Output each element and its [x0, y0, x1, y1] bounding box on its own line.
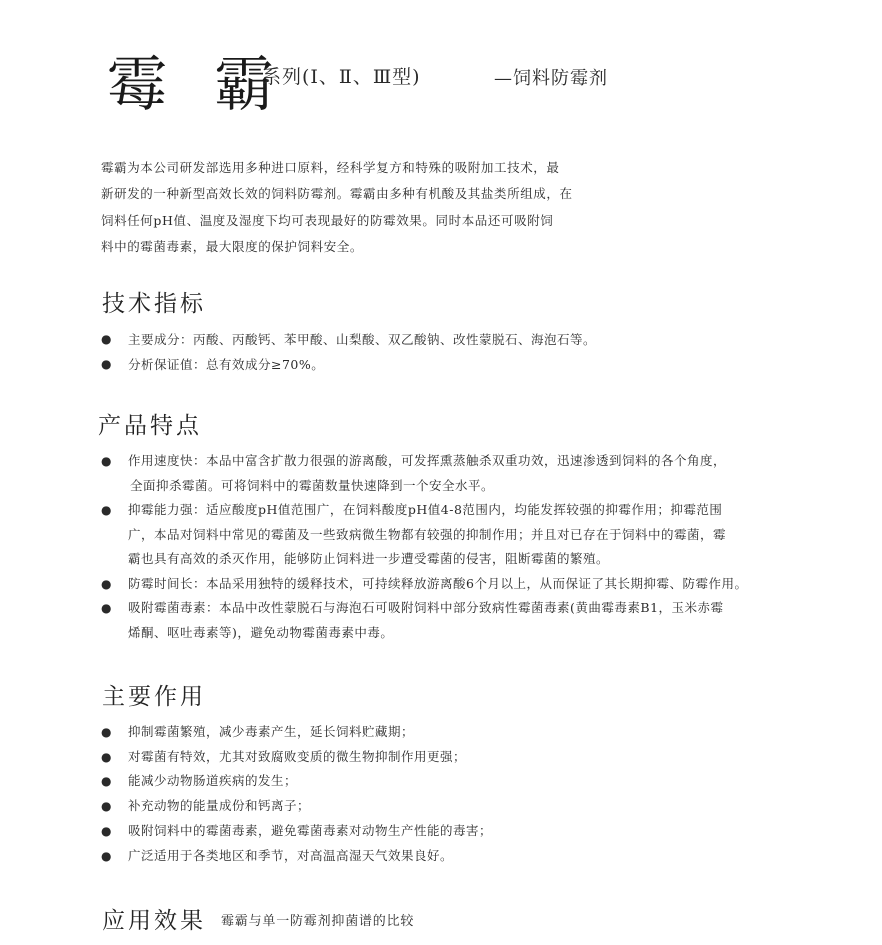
- product-series: 系列(Ⅰ、Ⅱ、Ⅲ型): [262, 66, 421, 88]
- list-item: ● 抑霉能力强：适应酸度pH值范围广，在饲料酸度pH值4-8范围内，均能发挥较强的抑霉作用；抑霉范围 广，本品对饲料中常见的霉菌及一些致病微生物都有较强的抑制作用；并且对已存在于饲料中的霉菌，霉 霸也具有高效的杀灭作用，能够防止饲料进一步遭受霉菌的侵害，阻断霉菌的繁殖。: [101, 498, 747, 572]
- list-item: ● 能减少动物肠道疾病的发生；: [101, 769, 492, 794]
- main-effects-list: [101, 720, 492, 868]
- bullet-icon: ●: [101, 823, 112, 838]
- intro-line: 霉霸为本公司研发部选用多种进口原料，经科学复方和特殊的吸附加工技术，最: [101, 160, 560, 175]
- list-item: ● 对霉菌有特效，尤其对致腐败变质的微生物抑制作用更强；: [101, 745, 492, 770]
- list-item: ● 分析保证值：总有效成分≥70%。: [101, 352, 596, 377]
- list-item: ● 广泛适用于各类地区和季节，对高温高湿天气效果良好。: [101, 844, 492, 869]
- product-subtitle: —饲料防霉剂: [494, 68, 608, 89]
- list-item: ● 作用速度快：本品中富含扩散力很强的游离酸，可发挥熏蒸触杀双重功效，迅速渗透到饲料的各个角度， 全面抑杀霉菌。可将饲料中的霉菌数量快速降到一个安全水平。: [101, 449, 747, 498]
- bullet-icon: ●: [101, 454, 112, 468]
- bullet-icon: ●: [101, 725, 112, 739]
- intro-line: 饲料任何pH值、温度及湿度下均可表现最好的防霉效果。同时本品还可吸附饲: [101, 212, 554, 228]
- features-list: [101, 449, 747, 645]
- list-item: ● 吸附饲料中的霉菌毒素，避免霉菌毒素对动物生产性能的毒害；: [101, 819, 492, 844]
- title-block: [107, 52, 867, 122]
- section-heading-features: 产品特点: [98, 413, 202, 439]
- intro-line: 料中的霉菌毒素，最大限度的保护饲料安全。: [101, 238, 364, 254]
- bullet-icon: ●: [101, 799, 112, 814]
- list-item: ● 主要成分：丙酸、丙酸钙、苯甲酸、山梨酸、双乙酸钠、改性蒙脱石、海泡石等。: [101, 327, 596, 352]
- intro-line: 新研发的一种新型高效长效的饲料防霉剂。霉霸由多种有机酸及其盐类所组成，在: [101, 186, 573, 202]
- section-heading-application: 应用效果: [102, 908, 206, 934]
- bullet-icon: ●: [101, 576, 112, 591]
- product-brand-title: 霉 霸: [107, 50, 289, 120]
- bullet-icon: ●: [101, 774, 112, 789]
- tech-specs-list: [101, 327, 596, 377]
- bullet-icon: ●: [101, 848, 112, 863]
- application-caption: 霉霸与单一防霉剂抑菌谱的比较: [221, 914, 415, 929]
- list-item: ● 抑制霉菌繁殖，减少毒素产生，延长饲料贮藏期；: [101, 720, 492, 745]
- list-item: ● 补充动物的能量成份和钙离子；: [101, 794, 492, 819]
- bullet-icon: ●: [101, 601, 112, 615]
- section-heading-tech-specs: 技术指标: [102, 291, 206, 317]
- list-item: ● 吸附霉菌毒素：本品中改性蒙脱石与海泡石可吸附饲料中部分致病性霉菌毒素(黄曲霉毒素B1，玉米赤霉 烯酮、呕吐毒素等)，避免动物霉菌毒素中毒。: [101, 596, 747, 645]
- intro-paragraph: [101, 155, 621, 260]
- bullet-icon: ●: [101, 357, 112, 371]
- bullet-icon: ●: [101, 749, 112, 764]
- section-heading-main-effects: 主要作用: [102, 684, 206, 710]
- bullet-icon: ●: [101, 503, 112, 517]
- list-item: ● 防霉时间长：本品采用独特的缓释技术，可持续释放游离酸6个月以上，从而保证了其长期抑霉、防霉作用。: [101, 572, 747, 597]
- bullet-icon: ●: [101, 332, 112, 346]
